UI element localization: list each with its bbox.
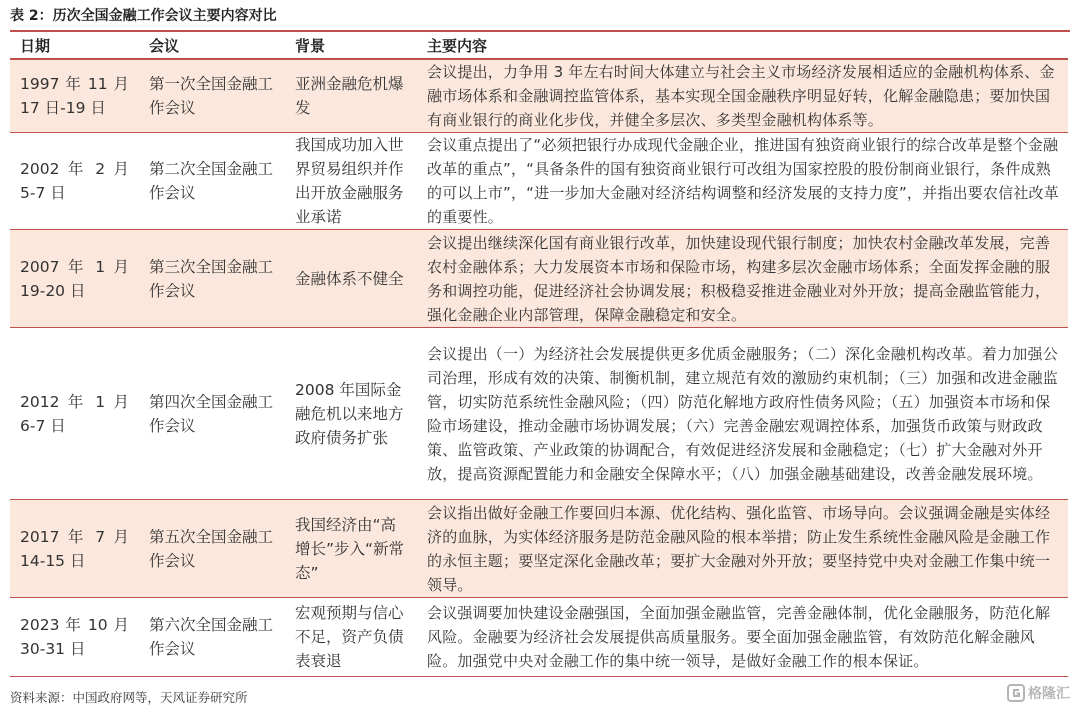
row-meeting: 第四次全国金融工作会议: [139, 328, 285, 500]
row-meeting: 第六次全国金融工作会议: [139, 598, 285, 677]
title-divider: [10, 30, 1070, 32]
row-content: 会议指出做好金融工作要回归本源、优化结构、强化监管、市场导向。会议强调金融是实体经济的血脉，为实体经济服务是防范金融风险的根本举措；防止发生系统性金融风险是金融工作的永恒主题；要坚定深化金融改革；要扩大金融对外开放；要坚持党中央对金融工作集中统一领导。: [417, 500, 1068, 598]
row-content: 会议重点提出了“必须把银行办成现代金融企业，推进国有独资商业银行的综合改革是整个金融改革的重点”，“具备条件的国有独资商业银行可改组为国家控股的股份制商业银行，条件成熟的可以上市”，“进一步加大金融对经济结构调整和经济发展的支持力度”，并指出要农信社改革的重要性。: [417, 133, 1068, 230]
source-note: 资料来源：中国政府网等，天风证券研究所: [10, 690, 248, 705]
row-meeting: 第三次全国金融工作会议: [139, 230, 285, 328]
row-content: 会议强调要加快建设金融强国，全面加强金融监管，完善金融体制，优化金融服务，防范化解风险。金融要为经济社会发展提供高质量服务。要全面加强金融监管，有效防范化解金融风险。加强党中央对金融工作的集中统一领导，是做好金融工作的根本保证。: [417, 598, 1068, 677]
table-row: [10, 598, 1068, 677]
column-header-date: 日期: [10, 33, 139, 59]
row-date: 2017 年 7 月 14-15 日: [10, 500, 139, 598]
row-meeting: 第五次全国金融工作会议: [139, 500, 285, 598]
row-date: 2007 年 1 月 19-20 日: [10, 230, 139, 328]
table-row: [10, 133, 1068, 230]
row-background: 亚洲金融危机爆发: [285, 59, 417, 133]
row-date: 2002 年 2 月 5-7 日: [10, 133, 139, 230]
row-content: 会议提出继续深化国有商业银行改革，加快建设现代银行制度；加快农村金融改革发展，完善农村金融体系；大力发展资本市场和保险市场，构建多层次金融市场体系；全面发挥金融的服务和调控功能，促进经济社会协调发展；积极稳妥推进金融业对外开放；提高金融监管能力，强化金融企业内部管理，保障金融稳定和安全。: [417, 230, 1068, 328]
table-row: [10, 230, 1068, 328]
logo-icon: [1007, 684, 1025, 702]
row-background: 我国成功加入世界贸易组织并作出开放金融服务业承诺: [285, 133, 417, 230]
watermark-logo: [1007, 683, 1070, 703]
row-background: 我国经济由“高增长”步入“新常态”: [285, 500, 417, 598]
table-row: [10, 59, 1068, 133]
table-row: [10, 500, 1068, 598]
row-date: 2012 年 1 月 6-7 日: [10, 328, 139, 500]
row-background: 金融体系不健全: [285, 230, 417, 328]
comparison-table: [10, 33, 1068, 677]
column-header-background: 背景: [285, 33, 417, 59]
table-header-row: [10, 33, 1068, 59]
column-header-meeting: 会议: [139, 33, 285, 59]
row-background: 宏观预期与信心不足，资产负债表衰退: [285, 598, 417, 677]
row-meeting: 第二次全国金融工作会议: [139, 133, 285, 230]
row-date: 2023 年 10 月 30-31 日: [10, 598, 139, 677]
row-content: 会议提出，力争用 3 年左右时间大体建立与社会主义市场经济发展相适应的金融机构体系、金融市场体系和金融调控监管体系，基本实现全国金融秩序明显好转，化解金融隐患；要加快国有商业银行的商业化步伐，并健全多层次、多类型金融机构体系等。: [417, 59, 1068, 133]
column-header-content: 主要内容: [417, 33, 1068, 59]
watermark-text: 格隆汇: [1028, 686, 1070, 702]
row-meeting: 第一次全国金融工作会议: [139, 59, 285, 133]
row-background: 2008 年国际金融危机以来地方政府债务扩张: [285, 328, 417, 500]
table-title: 表 2：历次全国金融工作会议主要内容对比: [10, 8, 277, 24]
row-content: 会议提出（一）为经济社会发展提供更多优质金融服务；（二）深化金融机构改革。着力加强公司治理，形成有效的决策、制衡机制，建立规范有效的激励约束机制；（三）加强和改进金融监管，切实防范系统性金融风险；（四）防范化解地方政府性债务风险；（五）加强资本市场和保险市场建设，推动金融市场协调发展；（六）完善金融宏观调控体系，加强货币政策与财政政策、监管政策、产业政策的协调配合，有效促进经济发展和金融稳定；（七）扩大金融对外开放，提高资源配置能力和金融安全保障水平；（八）加强金融基础建设，改善金融发展环境。: [417, 328, 1068, 500]
table-row: [10, 328, 1068, 500]
row-date: 1997 年 11 月 17 日-19 日: [10, 59, 139, 133]
